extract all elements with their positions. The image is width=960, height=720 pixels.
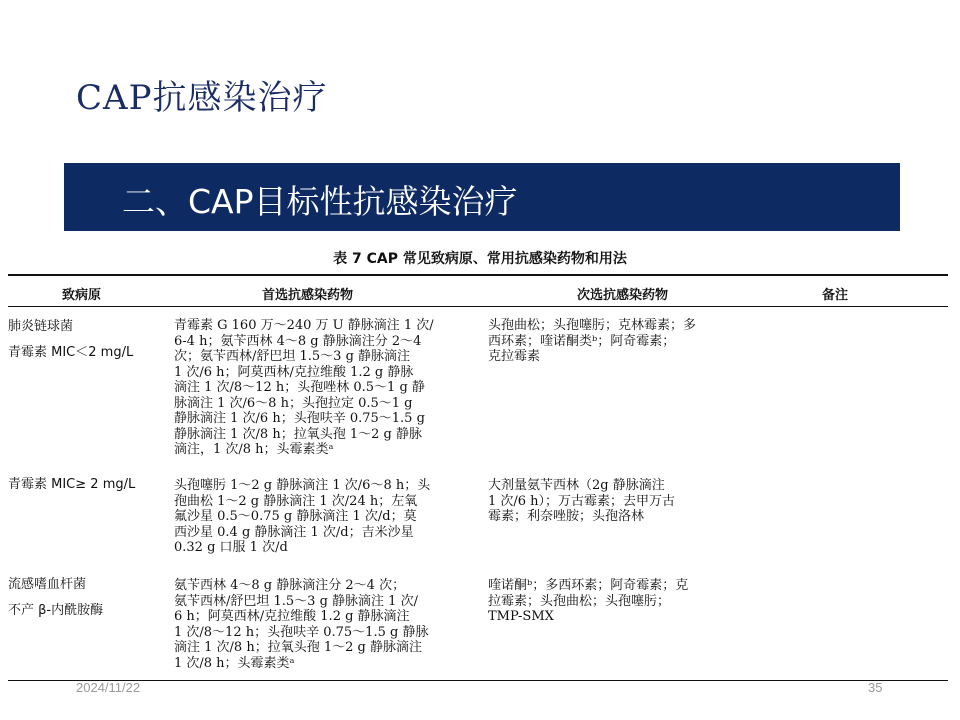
table-row-1-first-line: 青霉素 G 160 万～240 万 U 静脉滴注 1 次/ 6-4 h；氨苄西林 4～8 g 静脉滴注分 2～4 次；氨苄西林/舒巴坦 1.5～3 g 静脉滴注 1 次/6 h；阿莫西林/克拉维酸 1.2 g 静脉 滴注 1 次/8～12 h；头孢唑林 0.5～1 g 静 脉滴注 1 次/6～8 h；头孢拉定 0.5～1 g 静脉滴注 1 次/6 h；头孢呋辛 0.75～1.5 g 静脉滴注 1 次/8 h；拉氧头孢 1～2 g 静脉 滴注，1 次/8 h；头霉素类ᵃ <box>174 318 434 457</box>
table-caption: 表 7 CAP 常见致病原、常用抗感染药物和用法 <box>333 251 627 267</box>
header-second-line: 次选抗感染药物 <box>577 288 669 303</box>
table-row-1-pathogen: 肺炎链球菌 青霉素 MIC＜2 mg/L <box>8 319 134 360</box>
footer-date: 2024/11/22 <box>76 680 141 695</box>
table-row-1-second-line: 头孢曲松；头孢噻肟；克林霉素；多 西环素；喹诺酮类ᵇ；阿奇霉素； 克拉霉素 <box>488 318 697 364</box>
table-row-2-first-line: 头孢噻肟 1～2 g 静脉滴注 1 次/6～8 h；头 孢曲松 1～2 g 静脉滴注 1 次/24 h；左氧 氟沙星 0.5～0.75 g 静脉滴注 1 次/d；莫 西沙星 0.4 g 静脉滴注 1 次/d；吉米沙星 0.32 g 口服 1 次/d <box>174 478 431 555</box>
section-banner-text: 二、CAP目标性抗感染治疗 <box>122 182 518 221</box>
table-row-2-second-line: 大剂量氨苄西林（2g 静脉滴注 1 次/6 h）；万古霉素；去甲万古 霉素；利奈唑胺；头孢洛林 <box>488 478 676 524</box>
table-row-2-pathogen: 青霉素 MIC≥ 2 mg/L <box>8 477 136 492</box>
table-top-rule <box>8 274 948 276</box>
table-row-3-first-line: 氨苄西林 4～8 g 静脉滴注分 2～4 次； 氨苄西林/舒巴坦 1.5～3 g 静脉滴注 1 次/ 6 h；阿莫西林/克拉维酸 1.2 g 静脉滴注 1 次/8～12 h；头孢呋辛 0.75～1.5 g 静脉 滴注 1 次/8 h；拉氧头孢 1～2 g 静脉滴注 1 次/8 h；头霉素类ᵃ <box>174 578 429 671</box>
table-bottom-rule <box>8 680 948 681</box>
header-pathogen: 致病原 <box>62 288 102 303</box>
section-banner <box>64 163 900 231</box>
table-header-rule <box>8 306 948 307</box>
slide-title: CAP抗感染治疗 <box>76 78 328 118</box>
header-notes: 备注 <box>822 288 849 303</box>
header-first-line: 首选抗感染药物 <box>262 288 354 303</box>
table-row-3-pathogen: 流感嗜血杆菌 不产 β-内酰胺酶 <box>8 577 104 618</box>
page-number: 35 <box>868 680 883 695</box>
table-row-3-second-line: 喹诺酮ᵇ；多西环素；阿奇霉素；克 拉霉素；头孢曲松；头孢噻肟； TMP-SMX <box>488 578 689 624</box>
